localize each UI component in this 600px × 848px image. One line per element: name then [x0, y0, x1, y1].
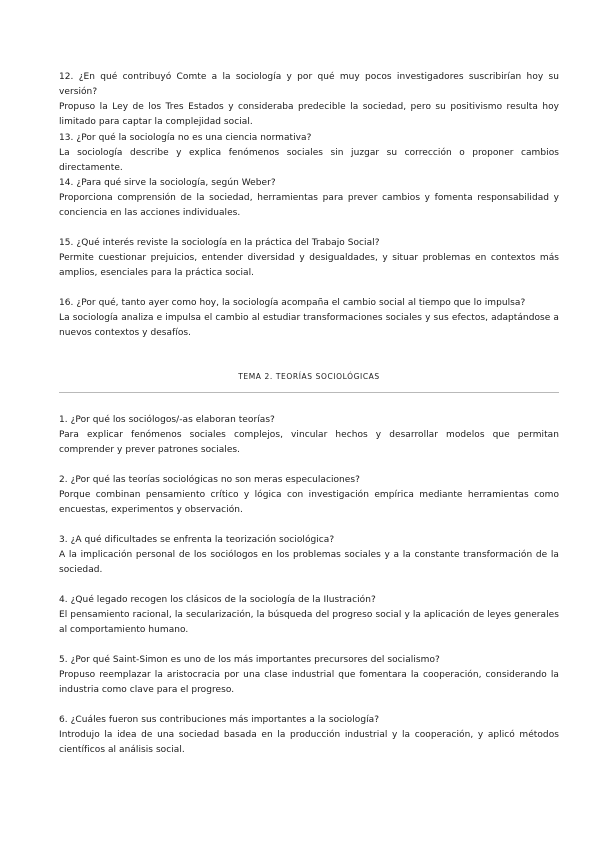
question: 6. ¿Cuáles fueron sus contribuciones más importantes a la sociología?: [59, 715, 380, 725]
qa-item: [59, 236, 559, 281]
qa-item: [59, 131, 559, 176]
qa-item: [59, 473, 559, 518]
section-title: TEMA 2. TEORÍAS SOCIOLÓGICAS: [238, 372, 380, 381]
qa-item: [59, 413, 559, 458]
answer: Introdujo la idea de una sociedad basada en la producción industrial y la cooperación, y aplicó métodos científicos al análisis social.: [59, 730, 559, 755]
answer: Para explicar fenómenos sociales complejos, vincular hechos y desarrollar modelos que permitan comprender y prever patrones sociales.: [59, 430, 559, 455]
answer: Proporciona comprensión de la sociedad, herramientas para prever cambios y fomenta responsabilidad y conciencia en las acciones individuales.: [59, 193, 559, 218]
question: 14. ¿Para qué sirve la sociología, según Weber?: [59, 178, 276, 188]
question: 13. ¿Por qué la sociología no es una ciencia normativa?: [59, 133, 312, 143]
answer: Permite cuestionar prejuicios, entender diversidad y desigualdades, y situar problemas en contextos más amplios, esenciales para la práctica social.: [59, 253, 559, 278]
qa-item: [59, 70, 559, 130]
answer: Porque combinan pensamiento crítico y lógica con investigación empírica mediante herramientas como encuestas, experimentos y observación.: [59, 490, 559, 515]
question: 16. ¿Por qué, tanto ayer como hoy, la sociología acompaña el cambio social al tiempo que lo impulsa?: [59, 298, 526, 308]
qa-item: [59, 533, 559, 578]
question: 3. ¿A qué dificultades se enfrenta la teorización sociológica?: [59, 535, 335, 545]
qa-item: [59, 713, 559, 758]
qa-item: [59, 593, 559, 638]
question: 12. ¿En qué contribuyó Comte a la sociología y por qué muy pocos investigadores suscribirían hoy su versión?: [59, 72, 559, 97]
section-divider: [59, 392, 559, 393]
answer: El pensamiento racional, la secularización, la búsqueda del progreso social y la aplicación de leyes generales al comportamiento humano.: [59, 610, 559, 635]
answer: Propuso reemplazar la aristocracia por una clase industrial que fomentara la cooperación, considerando la industria como clave para el progreso.: [59, 670, 559, 695]
qa-item: [59, 296, 559, 341]
answer: La sociología analiza e impulsa el cambio al estudiar transformaciones sociales y sus efectos, adaptándose a nuevos contextos y desafíos.: [59, 313, 559, 338]
answer: A la implicación personal de los sociólogos en los problemas sociales y a la constante transformación de la sociedad.: [59, 550, 559, 575]
question: 5. ¿Por qué Saint-Simon es uno de los más importantes precursores del socialismo?: [59, 655, 440, 665]
question: 4. ¿Qué legado recogen los clásicos de la sociología de la Ilustración?: [59, 595, 376, 605]
answer: La sociología describe y explica fenómenos sociales sin juzgar su corrección o proponer cambios directamente.: [59, 148, 559, 173]
qa-item: [59, 176, 559, 221]
question: 15. ¿Qué interés reviste la sociología en la práctica del Trabajo Social?: [59, 238, 380, 248]
answer: Propuso la Ley de los Tres Estados y consideraba predecible la sociedad, pero su positivismo resulta hoy limitado para captar la complejidad social.: [59, 102, 559, 127]
question: 1. ¿Por qué los sociólogos/-as elaboran teorías?: [59, 415, 275, 425]
qa-item: [59, 653, 559, 698]
question: 2. ¿Por qué las teorías sociológicas no son meras especulaciones?: [59, 475, 360, 485]
